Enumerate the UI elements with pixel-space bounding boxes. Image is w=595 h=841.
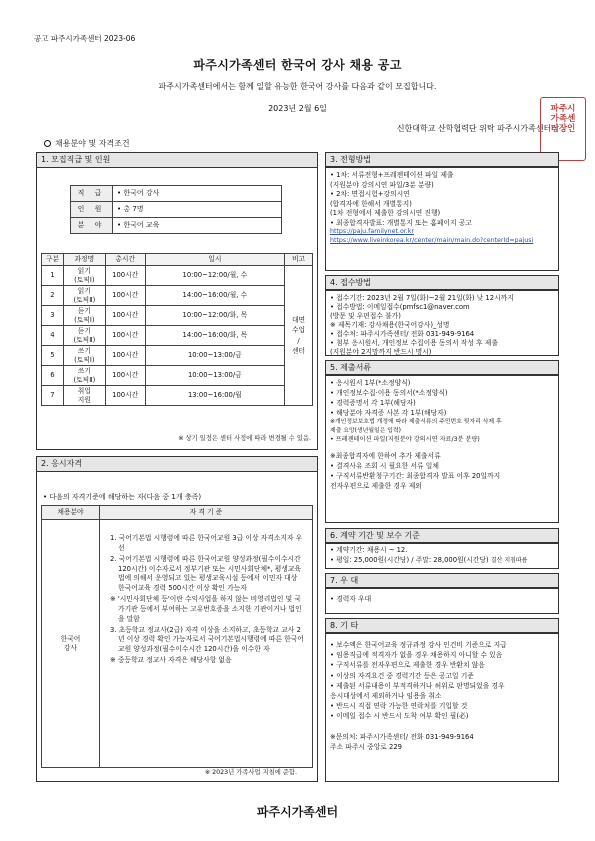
- table-row: 1 읽기 (토픽Ⅰ) 100시간 10:00~12:00/월, 수 대면 수업 / 센터: [42, 266, 313, 286]
- class-schedule-table: [41, 253, 313, 406]
- qualification-intro: • 다음의 자격기준에 해당하는 자(다음 중 1개 충족): [43, 493, 202, 501]
- schedule-footnote: ※ 상기 일정은 센터 사정에 따라 변경될 수 있음.: [178, 435, 311, 443]
- section-title-contract: 6. 계약 기간 및 보수 기준: [325, 528, 559, 543]
- section-title-others: 8. 기 타: [325, 618, 559, 633]
- official-seal: 파주시 가족센 터장인: [540, 97, 586, 161]
- homepage-link[interactable]: https://paju.familynet.or.kr: [330, 228, 415, 236]
- notice-number: 공고 파주시가족센터 2023-06: [34, 34, 136, 43]
- section-label: 채용분야 및 자격조건: [44, 139, 130, 149]
- section-preference: • 경력자 우대: [325, 588, 559, 614]
- intro-text: 파주시가족센터에서는 함께 일할 유능한 한국어 강사를 다음과 같이 모집합니다.: [158, 82, 437, 91]
- section-title: 2. 응시자격: [37, 457, 317, 472]
- table-row: 3 듣기 (토픽Ⅰ) 100시간 10:00~12:00/화, 목: [42, 306, 313, 326]
- contact-address: 주소 파주시 중앙로 229: [330, 742, 402, 751]
- table-row: 5 쓰기 (토픽Ⅰ) 100시간 10:00~13:00/금: [42, 346, 313, 366]
- qualification-item: 3. 초등학교 정교사(2급) 자격 이상을 소지하고, 초등학교 교사 2년 이상 경력 확인 가능자로서 국어기본법시행령에 따른 한국어교원 양성과정(필수이수시간 120시간)을 이수한 자: [110, 625, 304, 654]
- section-selection: • 1차: 서류전형+프레젠테이션 파일 제출 (지원분야 강의시연 파일/3분 분량) • 2차: 면접시험+강의시연 (합격자에 한해서 개별통지) (1차 전형에서 제출한 강의시연 진행) • 최종합격자발표: 개별통지 또는 홈페이지 공고 https://paju.familynet.or.kr https://www.liveinkorea.kr/center/main/main.do?centerId=pajusi: [325, 167, 559, 271]
- qualification-item: 1. 국어기본법 시행령에 따른 한국어교원 3급 이상 자격소지자 우선: [110, 534, 303, 552]
- section-title: 1. 모집직급 및 인원: [37, 153, 317, 168]
- contact-info: ※문의처: 파주시가족센터/ 전화 031-949-9164: [330, 732, 474, 741]
- section-application: • 접수기간: 2023년 2월 7일(화)~2월 21일(화) 낮 12시까지 • 접수방법: 이메일접수(pmfsc1@naver.com (방문 및 우편접수 불가) ※ 제목기재: 강사채용(한국어강사)_성명 • 접수처: 파주시가족센터/ 전화 031-949-9164 • 첨부 응시원서, 개인정보 수집이용 동의서 작성 후 제출 (지원분야 2지망까지 반드시 명시): [325, 290, 559, 356]
- qualification-note: ※ 중등학교 정교사 자격은 해당사항 없음: [110, 656, 232, 665]
- qualification-table: [41, 505, 313, 768]
- qualification-note: ※ '시민사회단체 등'이란 수익사업을 하지 않는 비영리법인 및 국가기관 등에서 부여하는 고유번호증을 소지한 기관이거나 법인을 말함: [110, 595, 302, 623]
- page-title: 파주시가족센터 한국어 강사 채용 공고: [193, 58, 402, 72]
- section-title-documents: 5. 제출서류: [325, 360, 559, 375]
- table-row: 7 취업 지원 100시간 13:00~16:00/월: [42, 386, 313, 406]
- table-row: 인 원 • 총 7명: [71, 202, 282, 218]
- section-title-preference: 7. 우 대: [325, 573, 559, 588]
- qualification-footnote: ※ 2023년 가족사업 지침에 준함.: [204, 769, 297, 777]
- section-title-selection: 3. 전형방법: [325, 152, 559, 167]
- footer-logo-text: 파주시가족센터: [256, 805, 339, 819]
- section-title-application: 4. 접수방법: [325, 275, 559, 290]
- qualification-item: 2. 국어기본법 시행령에 따른 한국어교원 양성과정(필수이수시간 120시간) 이수자로서 정부기관 또는 시민사회단체*, 평생교육법에 의해서 운영되고 있는 평생교육시설 등에서 이민자 대상 한국어교육 경력 500시간 이상 확인 가능자: [110, 554, 301, 593]
- table-header-row: 채용분야 자 격 기 준: [42, 506, 313, 520]
- position-table: [70, 185, 282, 234]
- section-others: • 보수액은 한국어교육 정규과정 강사 인건비 기준으로 지급 • 임용직급에 적격자가 없을 경우 채용하지 아니할 수 있음 • 구직서류를 전자우편으로 제출한 경우 반환치 않음 • 이상의 자격요건 중 경력기간 등은 공고일 기준 • 제출된 서류내용이 부적격하거나 허위로 판명되었을 경우 응시대상에서 제외하거나 임용을 취소 • 반드시 직접 연락 가능한 연락처를 기입할 것 • 이메일 접수 시 반드시 도착 여부 확인 필(必) ※문의처: 파주시가족센터/ 전화 031-949-9164 주소 파주시 중앙로 229: [325, 633, 559, 782]
- issuer: 신한대학교 산학협력단 위탁 파주시가족센터장: [396, 124, 559, 133]
- table-row: 6 쓰기 (토픽Ⅱ) 100시간 10:00~13:00/금: [42, 366, 313, 386]
- table-row: 직 급 • 한국어 강사: [71, 186, 282, 202]
- table-row: 분 야 • 한국어 교육: [71, 218, 282, 234]
- table-row: 4 듣기 (토픽Ⅱ) 100시간 14:00~16:00/화, 목: [42, 326, 313, 346]
- section-qualifications: [36, 456, 318, 782]
- notice-date: 2023년 2월 6일: [268, 104, 327, 113]
- table-header-row: 구분 과정명 총시간 일시 비고: [42, 254, 313, 266]
- circle-icon: [44, 140, 51, 147]
- liveinkorea-link[interactable]: https://www.liveinkorea.kr/center/main/main.do?centerId=pajusi: [330, 236, 534, 244]
- section-recruitment: [36, 152, 318, 450]
- table-row: 2 읽기 (토픽Ⅱ) 100시간 14:00~16:00/월, 수: [42, 286, 313, 306]
- table-row: 한국어 강사 1. 국어기본법 시행령에 따른 한국어교원 3급 이상 자격소지자 우선 2. 국어기본법 시행령에 따른 한국어교원 양성과정(필수이수시간 120시간) 이수자로서 정부기관 또는 시민사회단체*, 평생교육법에 의해서 운영되고 있는 평생교육시설 등에서 이민자 대상 한국어교육 경력 500시간 이상 확인 가능자 ※ '시민사회단체 등'이란 수익사업을 하지 않는 비영리법인 및 국가기관 등에서 부여하는 고유번호증을 소지한 기관이거나 법인을 말함 3. 초등학교 정교사(2급) 자격 이상을 소지하고, 초등학교 교사 2년 이상 경력 확인 가능자로서 국어기본법시행령에 따른 한국어교원 양성과정(필수이수시간 120시간)을 이수한 자 ※ 중등학교 정교사 자격은 해당사항 없음: [42, 520, 313, 768]
- section-documents: • 응시원서 1부(*소정양식) • 개인정보수집·이용 동의서(*소정양식) • 경력증명서 각 1부(해당자) • 해당분야 자격증 사본 각 1부(해당자) ※개인정보보호법 개정에 따라 제출서류의 주민번호 뒷자리 삭제 후 제출 요망(생년월일은 입력) • 프레젠테이션 파일(지원분야 강의시연 자료/3분 분량) ※최종합격자에 한하여 추가 제출서류 • 결격사유 조회 시 필요한 서류 일체 • 구직서류반환청구기간: 최종합격자 발표 이후 20일까지 전자우편으로 제출한 경우 제외: [325, 375, 559, 523]
- section-contract: • 계약기간: 채용시 ~ 12. • 평일: 25,000원(시간당) / 주말: 28,000원(시간당) 결산 지침따름: [325, 543, 559, 569]
